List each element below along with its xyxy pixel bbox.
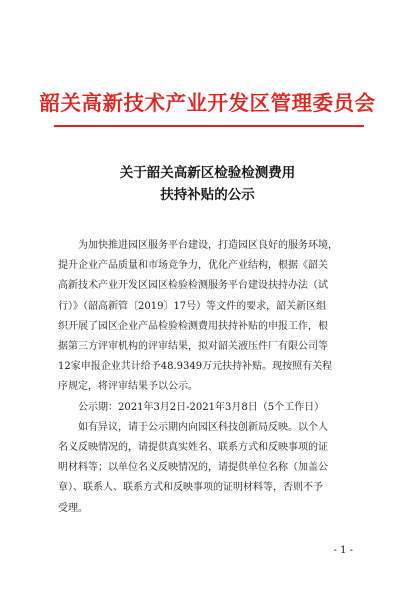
document-title [0,162,415,206]
body-paragraph-intro: 为加快推进园区服务平台建设，打造园区良好的服务环境， 提升企业产品质量和市场竞争力，优化产业结构，根据《韶关 高新技术产业开发区园区检验检测服务平台建设扶持办法（试 行）》（韶高新管〔2019〕17号）等文件的要求，韶关新区组 织开展了园区企业产品检验检测费用扶持补贴的申报工作，根 据第三方评审机构的评审结果，拟对韶关液压件厂有限公司等 12家申报企业共计给予48.9349万元扶持补贴。现按照有关程 序规定，将评审结果予以公示。 [58,240,338,393]
body-paragraph-publicity-period: 公示期：2021年3月2日-2021年3月8日（5个工作日） [78,401,325,413]
page-number: - 1 - [333,545,353,556]
document-title-line-2: 扶持补贴的公示 [160,187,255,203]
issuing-organization-header: 韶关高新技术产业开发区管理委员会 [39,91,376,115]
document-body [58,236,364,519]
body-paragraph-objections: 如有异议，请于公示期内向园区科技创新局反映。以个人 名义反映情况的，请提供真实姓名、联系方式和反映事项的证 明材料等；以单位名义反映情况的，请提供单位名称（加盖公 章）、联系人、联系方式和反映事项的证明材料等，否则不予 受理。 [58,421,328,514]
red-header-divider [54,125,364,127]
document-title-line-1: 关于韶关高新区检验检测费用 [119,165,296,181]
